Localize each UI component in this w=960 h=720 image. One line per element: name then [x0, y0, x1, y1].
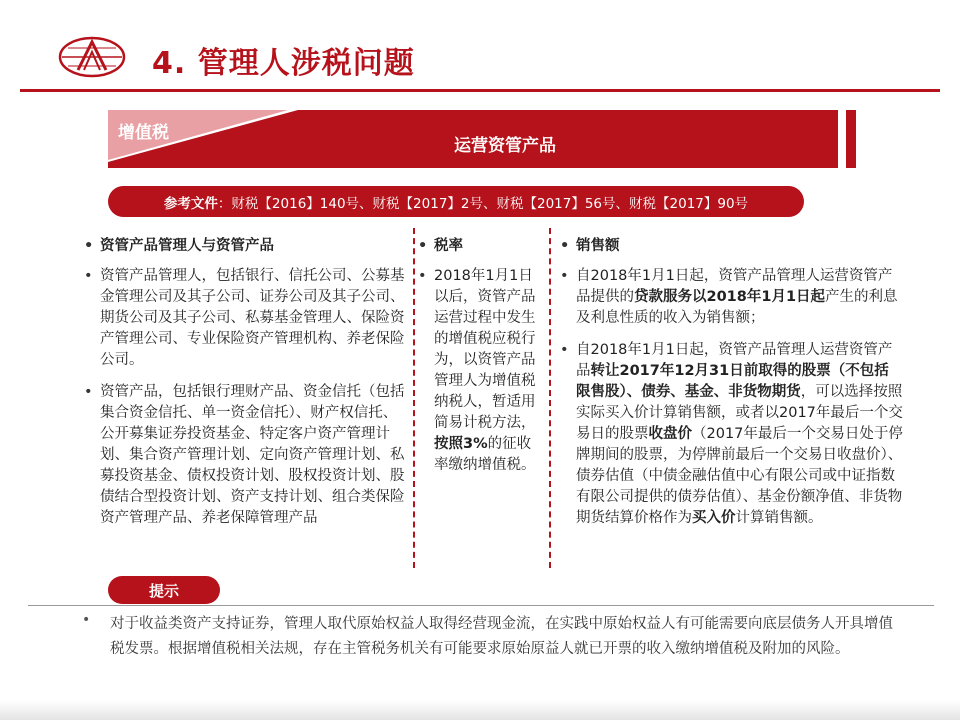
hint-divider — [28, 605, 934, 606]
left-manager-definition: • 资管产品管理人，包括银行、信托公司、公募基金管理公司及其子公司、证券公司及其子公司、期货公司及其子公司、私募基金管理人、保险资产管理公司、专业保险资产管理机构、养老保险公司。 — [82, 266, 407, 371]
right-p2-bold: 转让2017年12月31日前取得的股票（不包括限售股）、债券、基金、非货物期货 — [576, 363, 889, 400]
hint-text: 对于收益类资产支持证券，管理人取代原始权益人取得经营现金流，在实践中原始权益人有可能需要向底层债务人开具增值税发票。根据增值税相关法规，存在主管税务机关有可能要求原始原益人就已开票的收入缴纳增值税及附加的风险。 — [110, 616, 893, 657]
hint-bullet: • — [82, 612, 91, 628]
middle-column — [416, 236, 538, 487]
title-divider — [20, 89, 940, 92]
left-heading: • 资管产品管理人与资管产品 — [82, 236, 407, 257]
middle-text-c: 的征收率缴纳增值税。 — [434, 436, 536, 473]
right-p2-g: 计算销售额。 — [735, 510, 823, 526]
page-title: 4. 管理人涉税问题 — [152, 46, 415, 81]
right-p2-bold-2: 收盘价 — [648, 426, 692, 442]
right-p2-a: 自2018年1月1日起，资管产品管理人运营资管产品 — [576, 342, 893, 379]
right-p1-bold: 贷款服务以2018年1月1日起 — [634, 289, 826, 305]
banner-tag: 增值税 — [118, 123, 169, 143]
column-divider-2 — [549, 228, 551, 568]
right-p1-c: 产生的利息及利息性质的收入为销售额； — [576, 289, 898, 326]
left-column — [82, 236, 407, 540]
right-p2-c: ，可以选择按照实际买入价计算销售额，或者以2017年最后一个交易日的股票 — [576, 384, 903, 442]
reference-label: 参考文件 — [163, 195, 218, 212]
right-transfer-text — [558, 340, 903, 529]
company-logo-icon — [58, 36, 126, 78]
footer-strip — [0, 700, 960, 720]
middle-heading: • 税率 — [416, 236, 538, 257]
right-p2-e: （2017年最后一个交易日处于停牌期间的股票，为停牌前最后一个交易日收盘价）、债券估值（中债金融估值中心有限公司或中证指数有限公司提供的债券估值）、基金份额净值、非货物期货结算价格作为 — [576, 426, 903, 526]
left-product-definition: • 资管产品，包括银行理财产品、资金信托（包括集合资金信托、单一资金信托）、财产权信托、公开募集证券投资基金、特定客户资产管理计划、集合资产管理计划、定向资产管理计划、私募投资基金、债权投资计划、股权投资计划、股债结合型投资计划、资产支持计划、组合类保险资产管理产品、养老保障管理产品 — [82, 382, 407, 529]
reference-text: 财税【2016】140号、财税【2017】2号、财税【2017】56号、财税【2017】90号 — [231, 195, 749, 212]
right-p2-bold-3: 买入价 — [692, 510, 736, 526]
middle-text-a: 2018年1月1日以后，资管产品运营过程中发生的增值税应税行为，以资管产品管理人为增值税纳税人，暂适用简易计税方法， — [434, 268, 536, 431]
right-heading: • 销售额 — [558, 236, 903, 257]
middle-text-bold: 按照3% — [434, 436, 488, 452]
reference-separator: ： — [217, 195, 232, 212]
right-column — [558, 236, 903, 540]
right-p1-a: 自2018年1月1日起，资管产品管理人运营资管产品提供的 — [576, 268, 893, 305]
middle-tax-rate-text — [416, 266, 538, 476]
hint-label: 提示 — [108, 576, 220, 604]
column-divider-1 — [413, 228, 415, 568]
right-loan-service-text — [558, 266, 903, 329]
banner-title: 运营资管产品 — [454, 136, 556, 156]
reference-files-bar — [108, 186, 804, 217]
